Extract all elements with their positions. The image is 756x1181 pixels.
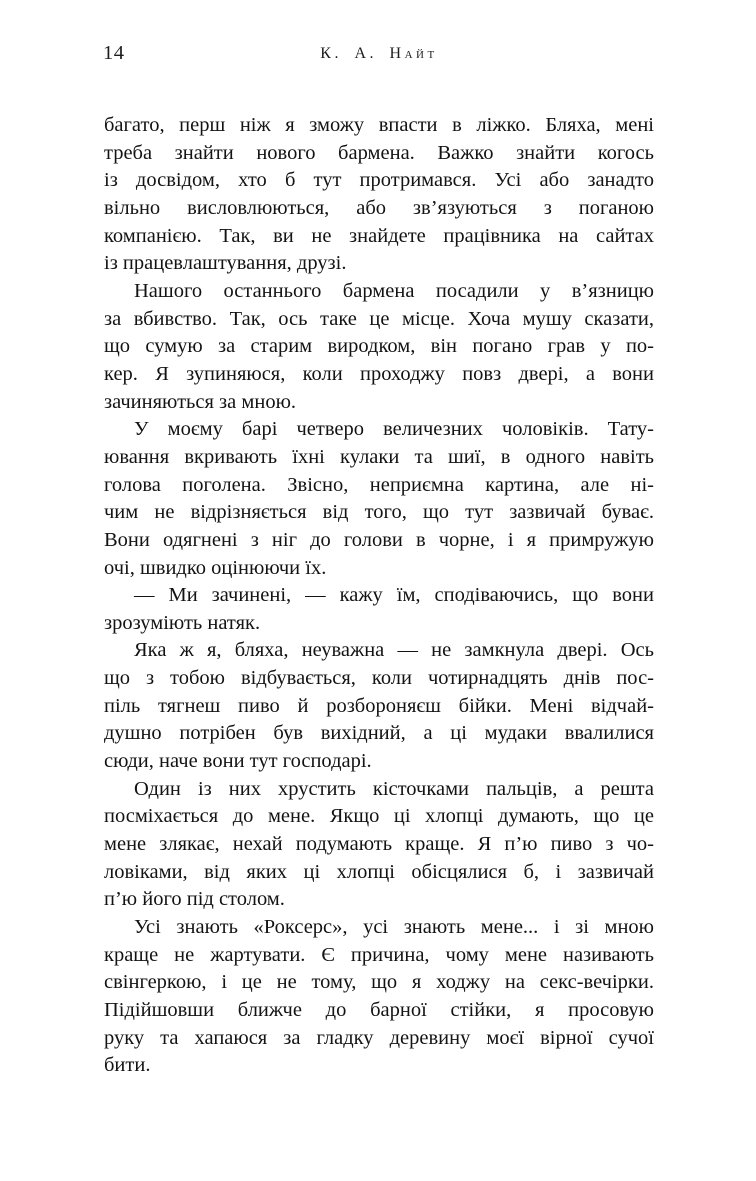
text-line: Один із них хрустить кісточками пальців, а решта xyxy=(134,777,654,800)
text-line: душно потрібен був вихідний, а ці мудаки ввалилися xyxy=(104,722,654,745)
text-line: із досвідом, хто б тут протримався. Усі або занадто xyxy=(104,169,654,192)
text-line: свінгеркою, і це не тому, що я ходжу на секс-вечірки. xyxy=(104,971,654,994)
text-line: Усі знають «Роксерс», усі знають мене... і зі мною xyxy=(134,916,654,939)
text-line: що з тобою відбувається, коли чотирнадцять днів пос- xyxy=(104,667,654,690)
text-line: сюди, наче вони тут господарі. xyxy=(104,750,372,773)
text-line: кер. Я зупиняюся, коли проходжу повз двері, а вони xyxy=(104,362,654,385)
text-line: ювання вкривають їхні кулаки та шиї, в одного навіть xyxy=(104,445,654,468)
running-header xyxy=(103,42,655,68)
text-line: очі, швидко оцінюючи їх. xyxy=(104,556,327,579)
text-body xyxy=(104,112,654,1080)
paragraph xyxy=(104,637,654,775)
text-line: краще не жартувати. Є причина, чому мене називають xyxy=(104,943,654,966)
text-line: мене злякає, нехай подумають краще. Я п’ю пиво з чо- xyxy=(104,833,654,856)
text-line: зрозуміють натяк. xyxy=(104,611,261,634)
text-line: треба знайти нового бармена. Важко знайти когось xyxy=(104,141,654,164)
text-line: зачиняються за мною. xyxy=(104,390,297,413)
paragraph xyxy=(104,416,654,582)
text-line: піль тягнеш пиво й розбороняєш бійки. Мені відчай- xyxy=(104,694,654,717)
text-line: — Ми зачинені, — кажу їм, сподіваючись, що вони xyxy=(134,584,654,607)
paragraph xyxy=(104,914,654,1080)
paragraph xyxy=(104,278,654,416)
text-line: Нашого останнього бармена посадили у в’язницю xyxy=(134,279,654,302)
text-line: п’ю його під столом. xyxy=(104,888,285,911)
paragraph xyxy=(104,582,654,637)
text-line: чим не відрізняється від того, що тут зазвичай буває. xyxy=(104,501,654,524)
text-line: вільно висловлюються, або зв’язуються з поганою xyxy=(104,196,654,219)
page-number: 14 xyxy=(103,42,125,64)
paragraph xyxy=(104,776,654,914)
text-line: бити. xyxy=(104,1054,151,1077)
text-line: за вбивство. Так, ось таке це місце. Хоча мушу сказати, xyxy=(104,307,654,330)
running-title: К. А. Найт xyxy=(320,45,438,62)
text-line: руку та хапаюся за гладку деревину моєї вірної сучої xyxy=(104,1026,654,1049)
text-line: ловіками, від яких ці хлопці обісцялися б, і зазвичай xyxy=(104,860,654,883)
text-line: У моєму барі четверо величезних чоловіків. Тату- xyxy=(134,418,654,441)
text-line: із працевлаштування, друзі. xyxy=(104,252,347,275)
paragraph xyxy=(104,112,654,278)
text-line: компанією. Так, ви не знайдете працівника на сайтах xyxy=(104,224,654,247)
text-line: Вони одягнені з ніг до голови в чорне, і я примружую xyxy=(104,528,654,551)
text-line: голова поголена. Звісно, неприємна картина, але ні- xyxy=(104,473,654,496)
text-line: багато, перш ніж я зможу впасти в ліжко. Бляха, мені xyxy=(104,114,654,136)
text-line: посміхається до мене. Якщо ці хлопці думають, що це xyxy=(104,805,654,828)
text-line: Яка ж я, бляха, неуважна — не замкнула двері. Ось xyxy=(134,639,654,662)
text-line: Підійшовши ближче до барної стійки, я просовую xyxy=(104,999,654,1021)
text-line: що сумую за старим виродком, він погано грав у по- xyxy=(104,335,654,358)
